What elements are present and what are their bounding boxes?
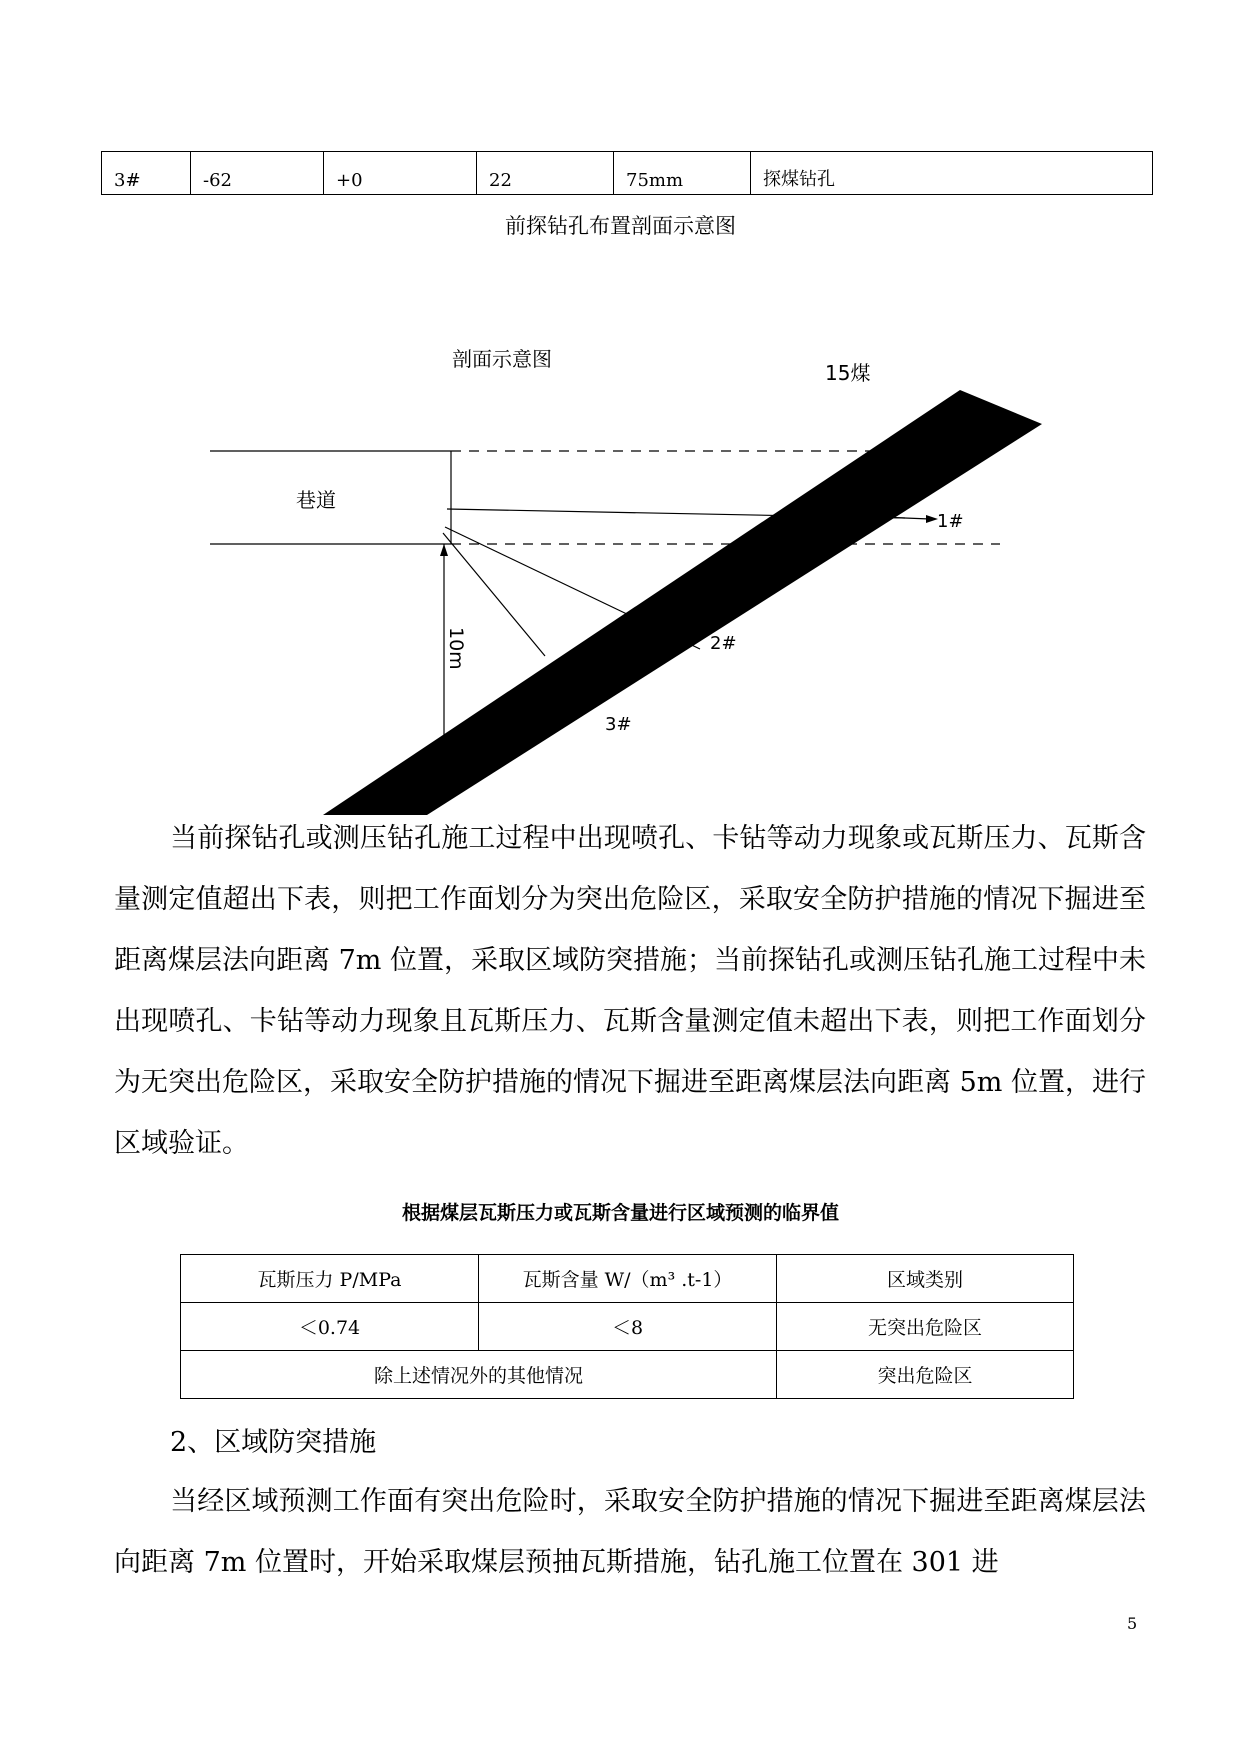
criteria-table-title: 根据煤层瓦斯压力或瓦斯含量进行区域预测的临界值 bbox=[401, 1202, 839, 1224]
table-cell: 探煤钻孔 bbox=[751, 152, 1153, 195]
table-row bbox=[181, 1303, 1074, 1351]
hole3-label: 3# bbox=[605, 714, 632, 735]
table-header-row bbox=[181, 1255, 1074, 1303]
header-cell: 瓦斯含量 W/（m³ .t-1） bbox=[479, 1255, 777, 1303]
table-cell: 突出危险区 bbox=[777, 1351, 1074, 1399]
paragraph bbox=[114, 1471, 1146, 1593]
table-cell: 除上述情况外的其他情况 bbox=[181, 1351, 777, 1399]
table-cell: ＜0.74 bbox=[181, 1303, 479, 1351]
header-cell: 区域类别 bbox=[777, 1255, 1074, 1303]
table-row bbox=[102, 152, 1153, 195]
coal-seam bbox=[323, 390, 1042, 815]
table-row bbox=[181, 1351, 1074, 1399]
drill-hole-table bbox=[101, 151, 1153, 195]
hole1-label: 1# bbox=[937, 511, 964, 532]
table-cell: -62 bbox=[191, 152, 324, 195]
page-number: 5 bbox=[1127, 1614, 1138, 1633]
section-caption: 前探钻孔布置剖面示意图 bbox=[505, 214, 736, 238]
cross-section-diagram bbox=[180, 335, 1080, 815]
table-cell: 75mm bbox=[614, 152, 751, 195]
tunnel-label: 巷道 bbox=[296, 488, 336, 512]
paragraph-text: 当前探钻孔或测压钻孔施工过程中出现喷孔、卡钻等动力现象或瓦斯压力、瓦斯含量测定值超出下表，则把工作面划分为突出危险区，采取安全防护措施的情况下掘进至距离煤层法向距离 7m 位置，采取区域防突措施；当前探钻孔或测压钻孔施工过程中未出现喷孔、卡钻等动力现象且瓦斯压力、瓦斯含量测定值未超出下表，则把工作面划分为无突出危险区，采取安全防护措施的情况下掘进至距离煤层法向距离 5m 位置，进行区域验证。 bbox=[114, 823, 1146, 1159]
table-cell: +0 bbox=[324, 152, 477, 195]
paragraph bbox=[114, 808, 1146, 1174]
table-cell: 无突出危险区 bbox=[777, 1303, 1074, 1351]
header-cell: 瓦斯压力 P/MPa bbox=[181, 1255, 479, 1303]
section-heading: 2、区域防突措施 bbox=[170, 1427, 377, 1458]
seam-label: 15煤 bbox=[825, 361, 871, 385]
paragraph-text: 当经区域预测工作面有突出危险时，采取安全防护措施的情况下掘进至距离煤层法向距离 7m 位置时，开始采取煤层预抽瓦斯措施，钻孔施工位置在 301 进 bbox=[114, 1486, 1146, 1578]
diagram-title: 剖面示意图 bbox=[452, 347, 552, 371]
hole2-label: 2# bbox=[710, 633, 737, 654]
criteria-table bbox=[180, 1254, 1074, 1399]
table-cell: ＜8 bbox=[479, 1303, 777, 1351]
table-cell: 22 bbox=[477, 152, 614, 195]
table-cell: 3# bbox=[102, 152, 191, 195]
distance-label: 10m bbox=[445, 627, 467, 670]
